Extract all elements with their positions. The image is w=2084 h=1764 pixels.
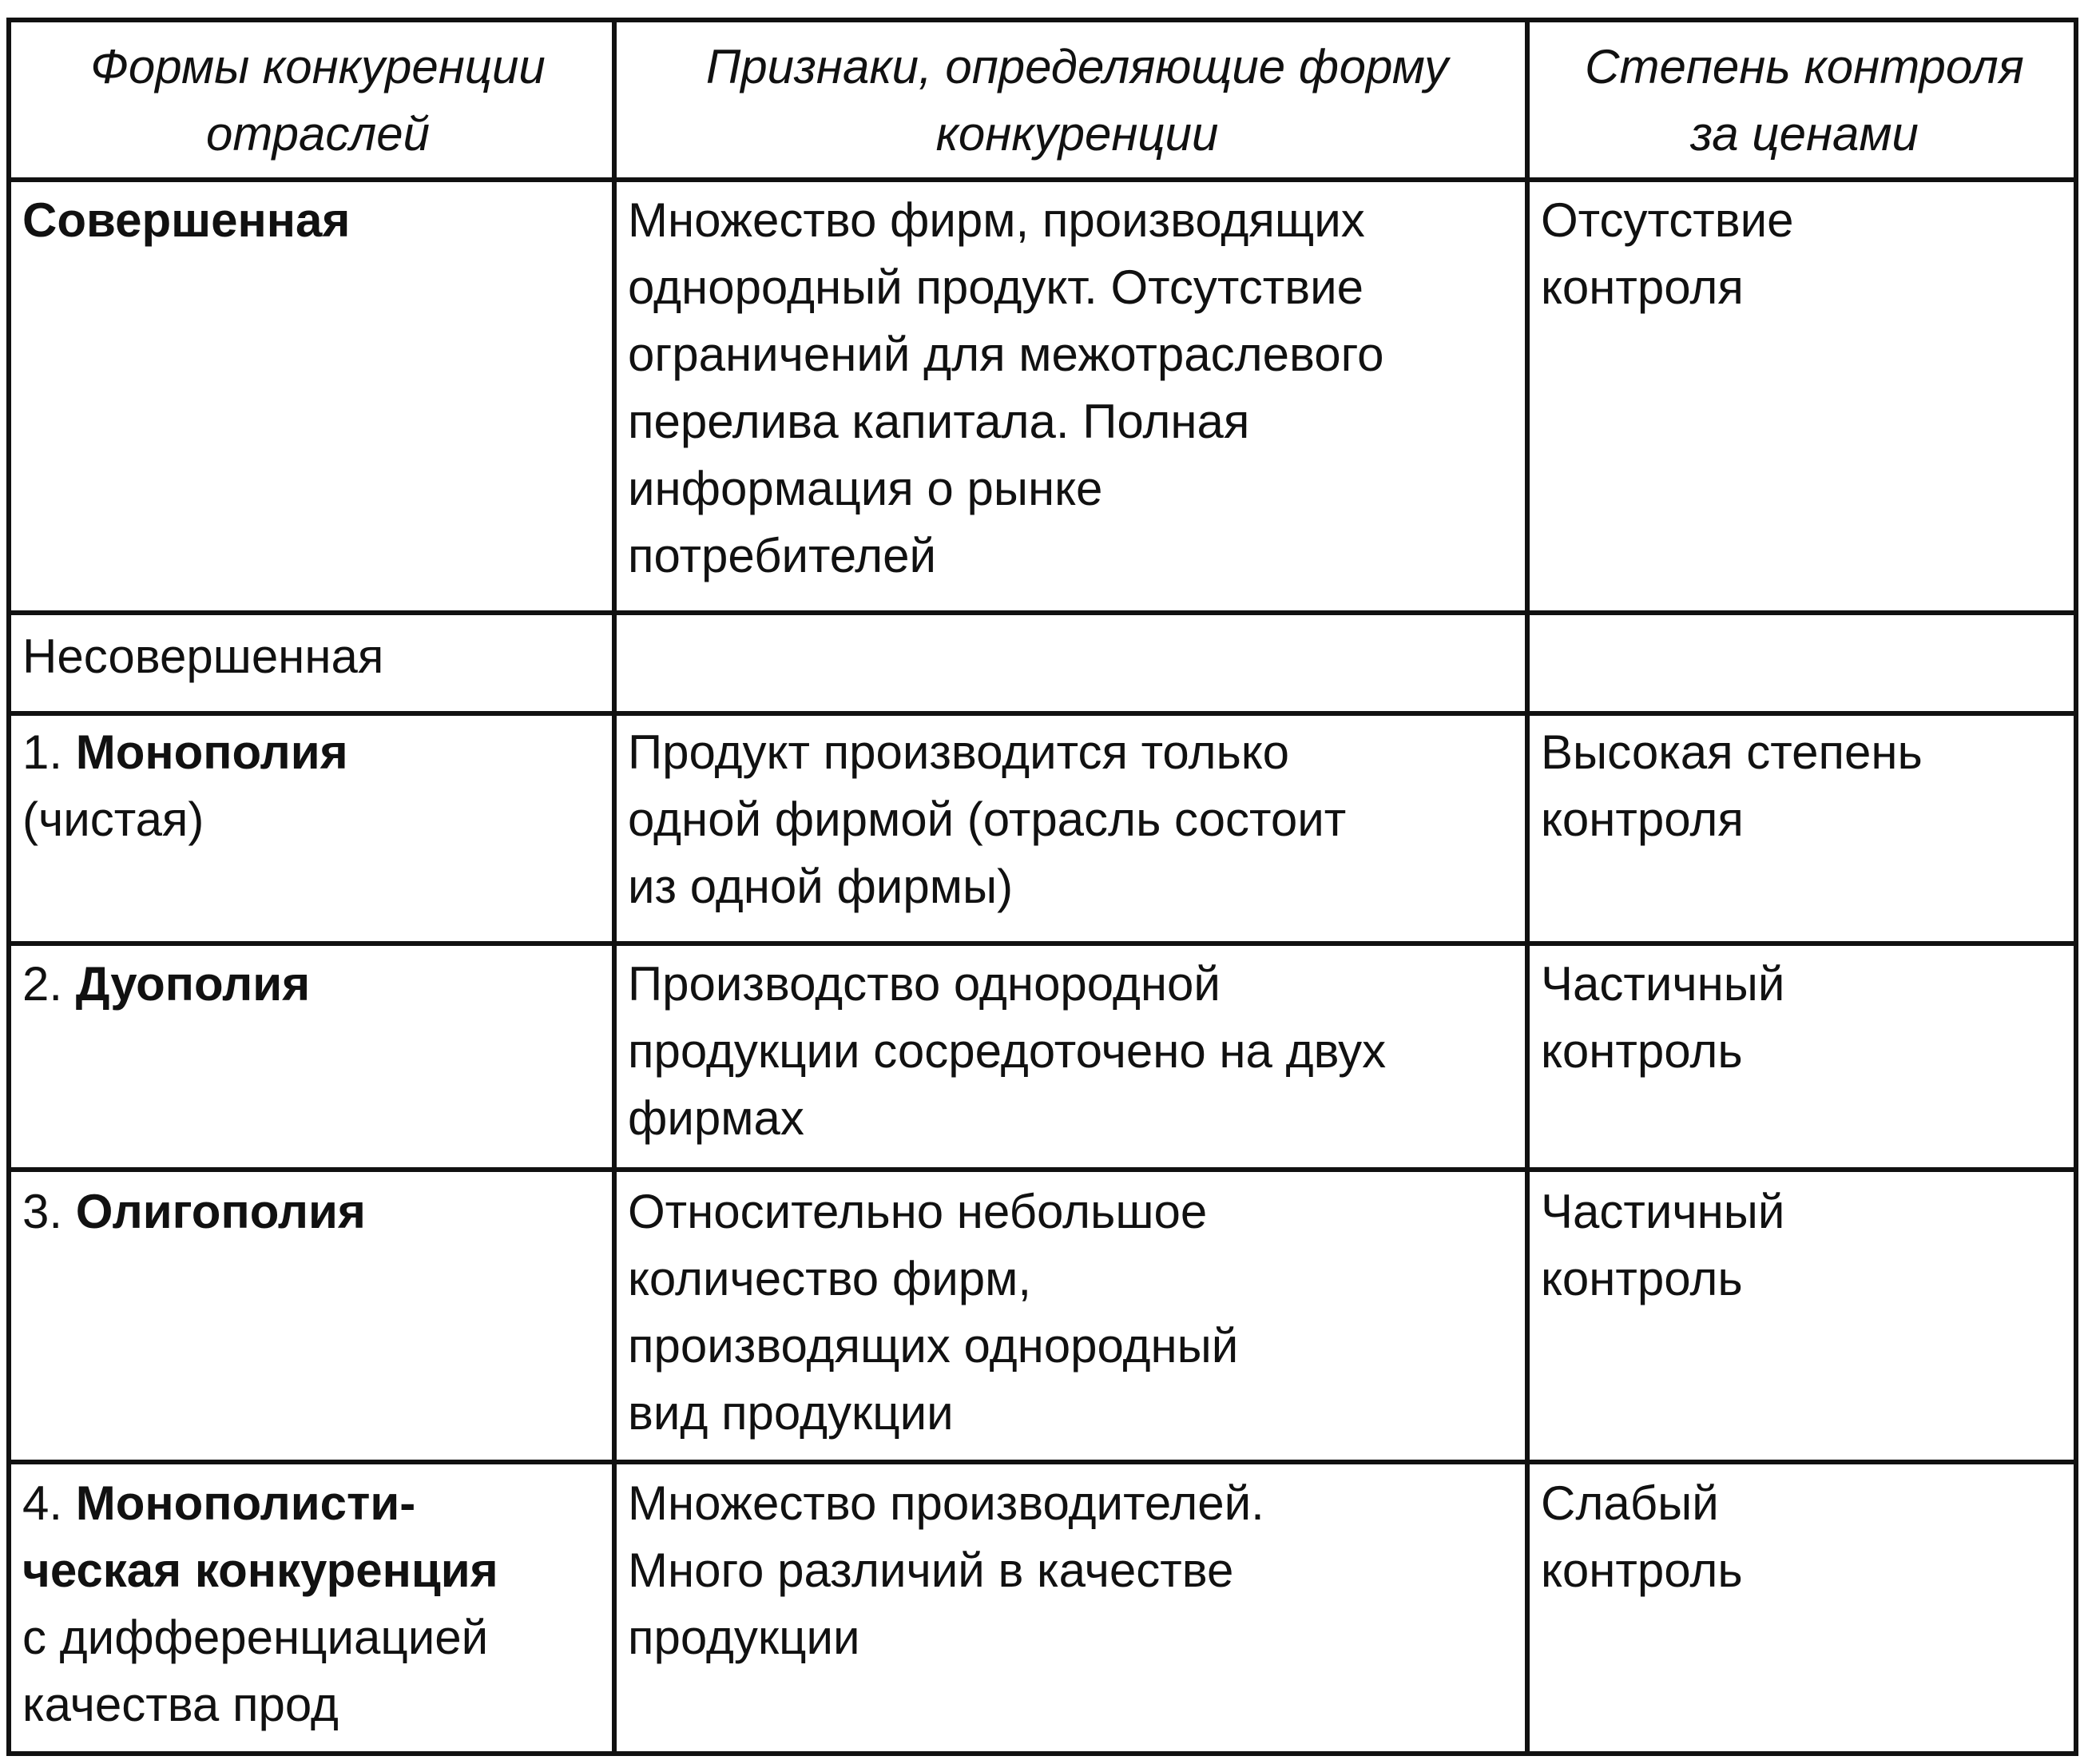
row-oligopoly-control: Частичный контроль [1541, 1185, 1785, 1305]
row-divider [11, 1167, 2074, 1172]
item-number: 3. [22, 1185, 76, 1238]
row-perfect-form [22, 187, 613, 254]
header-features: Признаки, определяющие форму конкуренции [705, 40, 1449, 161]
form-name: Совершенная [22, 193, 351, 247]
item-number: 1. [22, 725, 76, 779]
header-forms: Формы конкуренции отраслей [90, 40, 546, 161]
row-duopoly-control: Частичный контроль [1541, 957, 1785, 1078]
row-monopoly-form [22, 719, 613, 853]
row-monopolistic-form [22, 1470, 613, 1738]
row-perfect-control: Отсутствие контроля [1541, 193, 1794, 314]
row-divider [11, 610, 2074, 615]
item-number: 2. [22, 957, 76, 1011]
row-duopoly-form [22, 951, 613, 1018]
item-number: 4. [22, 1476, 76, 1530]
form-name: Олигополия [75, 1185, 366, 1238]
header-price-control: Степень контроля за ценами [1585, 40, 2024, 161]
row-monopolistic-features: Множество производителей. Много различий в качестве продукции [628, 1476, 1264, 1664]
row-imperfect-form: Несовершенная [22, 630, 384, 683]
row-perfect-features: Множество фирм, производящих однородный продукт. Отсутствие ограничений для межотраслевого перелива капитала. Полная информация о рынке потребителей [628, 193, 1384, 582]
row-divider [11, 177, 2074, 182]
form-name: Монополисти- ческая конкуренция [22, 1476, 498, 1597]
row-monopolistic-control: Слабый контроль [1541, 1476, 1743, 1597]
row-divider [11, 1460, 2074, 1464]
form-note: с дифференциацией качества прод [22, 1611, 489, 1731]
form-name: Дуополия [75, 957, 311, 1011]
row-monopoly-features: Продукт производится только одной фирмой (отрасль состоит из одной фирмы) [628, 725, 1347, 913]
row-divider [11, 941, 2074, 946]
row-oligopoly-form [22, 1178, 613, 1246]
row-divider [11, 711, 2074, 716]
form-name: Монополия [75, 725, 348, 779]
row-oligopoly-features: Относительно небольшое количество фирм, производящих однородный вид продукции [628, 1185, 1239, 1440]
form-note: (чистая) [22, 793, 204, 846]
row-monopoly-control: Высокая степень контроля [1541, 725, 1923, 846]
competition-forms-table [6, 18, 2078, 1756]
row-duopoly-features: Производство однородной продукции сосредоточено на двух фирмах [628, 957, 1387, 1145]
